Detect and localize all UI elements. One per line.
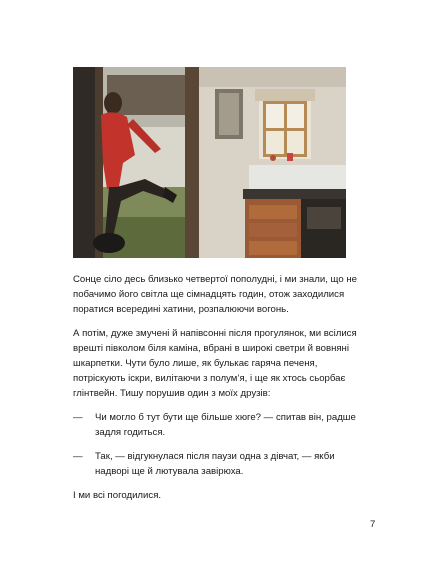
body-text bbox=[73, 272, 363, 512]
dialogue-text: Чи могло б тут бути ще більше хюге? — спитав він, радше задля годиться. bbox=[95, 412, 356, 438]
photo-illustration bbox=[73, 67, 346, 258]
dialogue-line-1 bbox=[73, 410, 363, 440]
dialogue-text: Так, — відгукнулася після паузи одна з дівчат, — якби надворі ще й лютувала завірюха. bbox=[95, 451, 335, 477]
dialogue-dash: — bbox=[73, 451, 83, 462]
paragraph-2: А потім, дуже змучені й напівсонні після прогулянок, ми всілися врешті півколом біля каміна, вбрані в широкі светри й вовняні шкарпетки. Чути було лише, як булькає гаряча печеня, потріскують іскри, вилітаючи з полум’я, і ще як хтось сьорбає глінтвейн. Тишу порушив один з моїх друзів: bbox=[73, 328, 357, 399]
dialogue-dash: — bbox=[73, 412, 83, 423]
paragraph-1: Сонце сіло десь близько четвертої пополудні, і ми знали, що не побачимо його світла ще сімнадцять годин, отож заходилися поратися всередині хатини, розпалюючи вогонь. bbox=[73, 274, 357, 315]
paragraph-final: І ми всі погодилися. bbox=[73, 490, 162, 501]
page-number: 7 bbox=[370, 519, 376, 530]
dialogue-line-2 bbox=[73, 449, 363, 479]
cabin-doorway-photo bbox=[73, 67, 346, 258]
